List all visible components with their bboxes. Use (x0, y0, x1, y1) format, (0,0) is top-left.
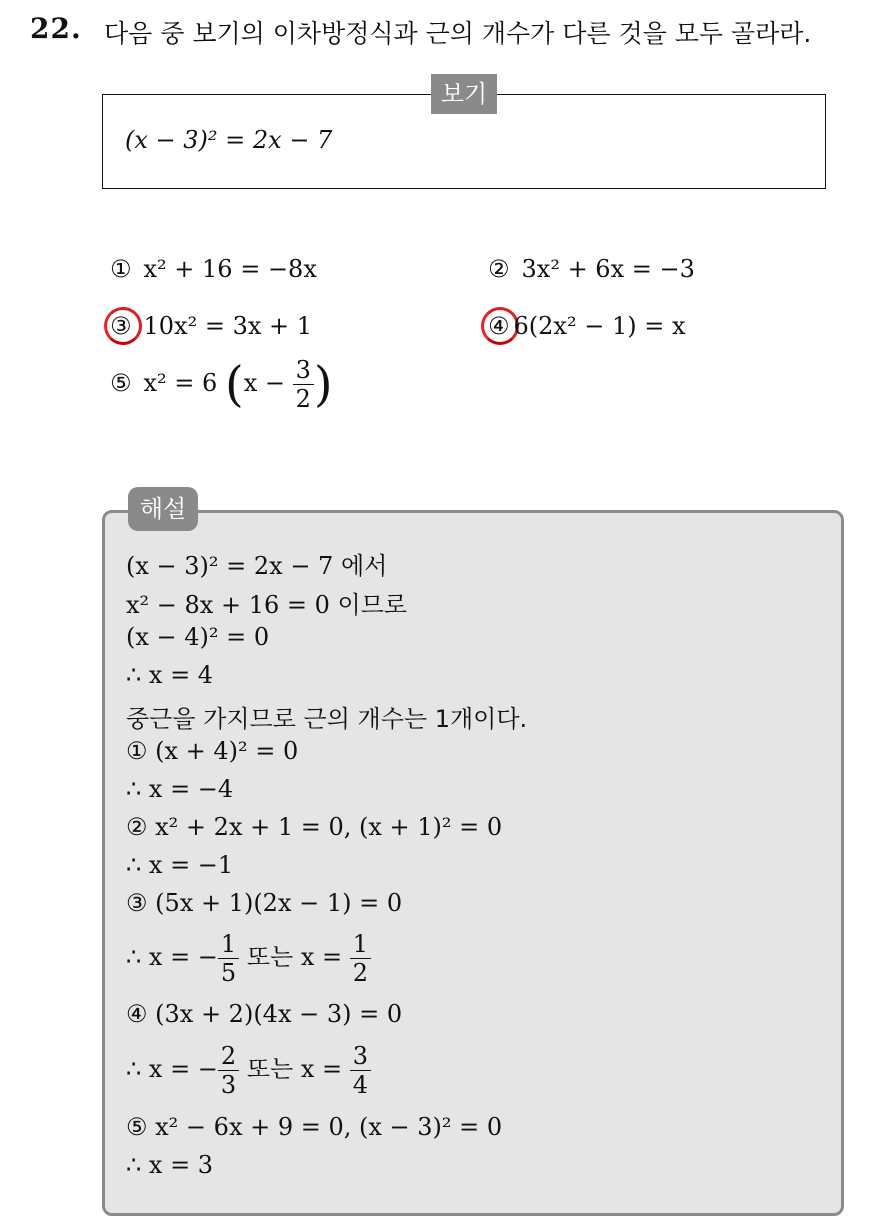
fraction-denominator: 5 (220, 959, 237, 987)
bogi-label: 보기 (431, 74, 497, 114)
option-equation: x² + 16 = −8x (143, 255, 317, 283)
question-text: 다음 중 보기의 이차방정식과 근의 개수가 다른 것을 모두 골라라. (104, 19, 812, 48)
solution-label: 해설 (128, 487, 198, 531)
option-marker: ② (488, 255, 510, 283)
frac-middle: 또는 x = (239, 1055, 350, 1083)
solution-line: ∴ x = 3 (126, 1151, 214, 1179)
solution-line: ∴ x = −1 (126, 851, 234, 879)
right-paren: ) (313, 356, 333, 413)
fraction-numerator: 3 (350, 1042, 371, 1071)
option-4[interactable] (488, 312, 685, 340)
solution-line: ∴ x = 4 (126, 661, 214, 689)
option-equation: x² = 6 (143, 369, 218, 397)
fraction-numerator: 1 (350, 930, 371, 959)
option-equation: 3x² + 6x = −3 (521, 255, 695, 283)
fraction-denominator: 3 (220, 1071, 237, 1099)
option-marker: ③ (110, 312, 132, 340)
problem-number: 22. (30, 12, 82, 45)
fraction (350, 1042, 371, 1099)
fraction-denominator: 2 (352, 959, 369, 987)
solution-line: 중근을 가지므로 근의 개수는 1개이다. (126, 705, 528, 733)
frac-middle: 또는 x = (239, 943, 350, 971)
option-5[interactable] (110, 356, 333, 413)
fraction (218, 930, 239, 987)
option-equation-inner: x − (243, 369, 285, 397)
option-equation: 10x² = 3x + 1 (143, 312, 313, 340)
option-equation: 6(2x² − 1) = x (513, 312, 686, 340)
frac-prefix: ∴ x = − (126, 1055, 218, 1083)
bogi-equation: (x − 3)² = 2x − 7 (125, 126, 333, 154)
solution-fraction-line (126, 1042, 371, 1099)
solution-line: ⑤ x² − 6x + 9 = 0, (x − 3)² = 0 (126, 1113, 503, 1141)
option-marker: ① (110, 255, 132, 283)
solution-line: ④ (3x + 2)(4x − 3) = 0 (126, 1000, 403, 1028)
solution-line: ② x² + 2x + 1 = 0, (x + 1)² = 0 (126, 813, 503, 841)
fraction-numerator: 1 (218, 930, 239, 959)
fraction-numerator: 2 (218, 1042, 239, 1071)
solution-line: (x − 3)² = 2x − 7 에서 (126, 552, 388, 580)
solution-line: ① (x + 4)² = 0 (126, 737, 299, 765)
fraction-denominator: 2 (295, 385, 311, 413)
fraction-denominator: 4 (352, 1071, 369, 1099)
frac-prefix: ∴ x = − (126, 943, 218, 971)
solution-line: (x − 4)² = 0 (126, 623, 270, 651)
option-marker: ⑤ (110, 369, 132, 397)
option-marker: ④ (488, 312, 510, 340)
fraction (293, 356, 314, 413)
solution-fraction-line (126, 930, 371, 987)
fraction-numerator: 3 (293, 356, 314, 385)
solution-line: x² − 8x + 16 = 0 이므로 (126, 591, 408, 619)
fraction (350, 930, 371, 987)
left-paren: ( (224, 356, 244, 413)
fraction (218, 1042, 239, 1099)
solution-line: ③ (5x + 1)(2x − 1) = 0 (126, 889, 403, 917)
option-1[interactable] (110, 255, 317, 283)
option-3[interactable] (110, 312, 312, 340)
option-2[interactable] (488, 255, 695, 283)
solution-line: ∴ x = −4 (126, 775, 234, 803)
